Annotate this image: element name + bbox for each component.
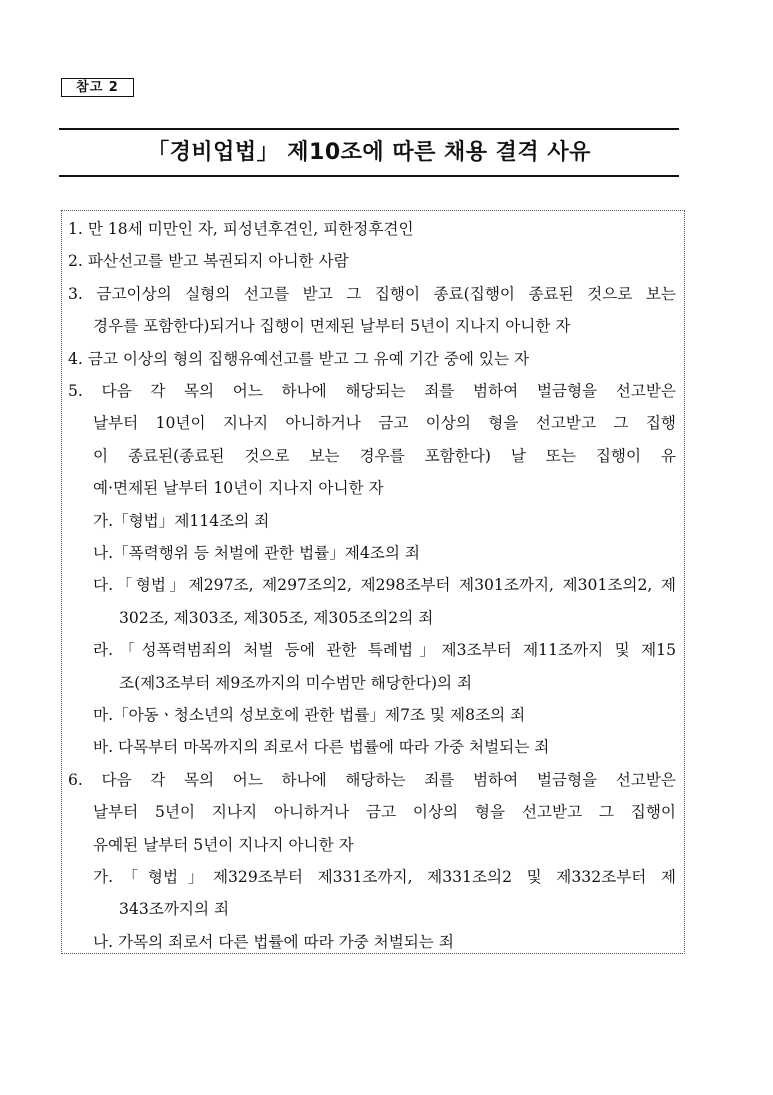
list-line	[93, 731, 676, 763]
list-line-text: 조(제3조부터 제9조까지의 미수범만 해당한다)의 죄	[119, 673, 473, 692]
list-line-text: 302조, 제303조, 제305조, 제305조의2의 죄	[119, 608, 434, 627]
list-line-text: 1. 만 18세 미만인 자, 피성년후견인, 피한정후견인	[68, 220, 414, 238]
title-top-rule	[59, 128, 679, 130]
list-line	[68, 278, 676, 310]
list-line	[93, 537, 676, 569]
list-line-text: 4. 금고 이상의 형의 집행유예선고를 받고 그 유예 기간 중에 있는 자	[68, 349, 530, 368]
list-line	[68, 245, 676, 277]
list-line-text: 가.「형법」제329조부터 제331조까지, 제331조의2 및 제332조부터 제	[93, 868, 676, 886]
list-line	[93, 407, 676, 439]
list-line	[93, 829, 676, 861]
list-line-text: 나. 가목의 죄로서 다른 법률에 따라 가중 처벌되는 죄	[93, 932, 454, 951]
list-line	[119, 667, 676, 699]
list-line-text: 라.「성폭력범죄의 처벌 등에 관한 특례법」제3조부터 제11조까지 및 제15	[93, 641, 676, 660]
list-line	[93, 796, 676, 828]
list-line	[93, 699, 676, 731]
list-line	[68, 213, 676, 245]
list-line	[93, 569, 676, 601]
list-line	[68, 375, 676, 407]
list-line-text: 날부터 10년이 지나지 아니하거나 금고 이상의 형을 선고받고 그 집행	[93, 414, 676, 433]
list-line-text: 3. 금고이상의 실형의 선고를 받고 그 집행이 종료(집행이 종료된 것으로 보는	[68, 284, 676, 303]
list-line	[93, 472, 676, 504]
document-title: 「경비업법」 제10조에 따른 채용 결격 사유	[147, 140, 591, 165]
list-line-text: 날부터 5년이 지나지 아니하거나 금고 이상의 형을 선고받고 그 집행이	[93, 803, 676, 822]
list-line-text: 유예된 날부터 5년이 지나지 아니한 자	[93, 835, 354, 854]
list-line-text: 343조까지의 죄	[119, 900, 230, 919]
list-line	[93, 505, 676, 537]
list-line-text: 경우를 포함한다)되거나 집행이 면제된 날부터 5년이 지나지 아니한 자	[93, 317, 571, 336]
list-line-text: 바. 다목부터 마목까지의 죄로서 다른 법률에 따라 가중 처벌되는 죄	[93, 738, 550, 757]
list-line	[68, 764, 676, 796]
list-line	[93, 440, 676, 472]
list-line	[93, 861, 676, 893]
list-line	[119, 893, 676, 925]
list-line-text: 다.「형법」제297조, 제297조의2, 제298조부터 제301조까지, 제301조의2, 제	[93, 576, 676, 595]
list-line-text: 이 종료된(종료된 것으로 보는 경우를 포함한다) 날 또는 집행이 유	[93, 446, 676, 465]
list-line	[93, 310, 676, 342]
list-line	[119, 602, 676, 634]
title-bottom-rule	[59, 175, 679, 177]
reference-label: 참고 2	[61, 78, 134, 97]
disqualification-list-box	[61, 210, 685, 954]
list-line	[93, 634, 676, 666]
list-line-text: 나.「폭력행위 등 처벌에 관한 법률」제4조의 죄	[93, 544, 420, 562]
list-line-text: 가.「형법」제114조의 죄	[93, 511, 270, 530]
list-line-text: 예·면제된 날부터 10년이 지나지 아니한 자	[93, 479, 384, 498]
list-line-text: 6. 다음 각 목의 어느 하나에 해당하는 죄를 범하여 벌금형을 선고받은	[68, 770, 676, 789]
list-line-text: 2. 파산선고를 받고 복권되지 아니한 사람	[68, 252, 349, 271]
list-line	[68, 343, 676, 375]
list-line	[93, 926, 676, 958]
list-line-text: 5. 다음 각 목의 어느 하나에 해당되는 죄를 범하여 벌금형을 선고받은	[68, 382, 676, 400]
list-line-text: 마.「아동ㆍ청소년의 성보호에 관한 법률」제7조 및 제8조의 죄	[93, 706, 526, 724]
